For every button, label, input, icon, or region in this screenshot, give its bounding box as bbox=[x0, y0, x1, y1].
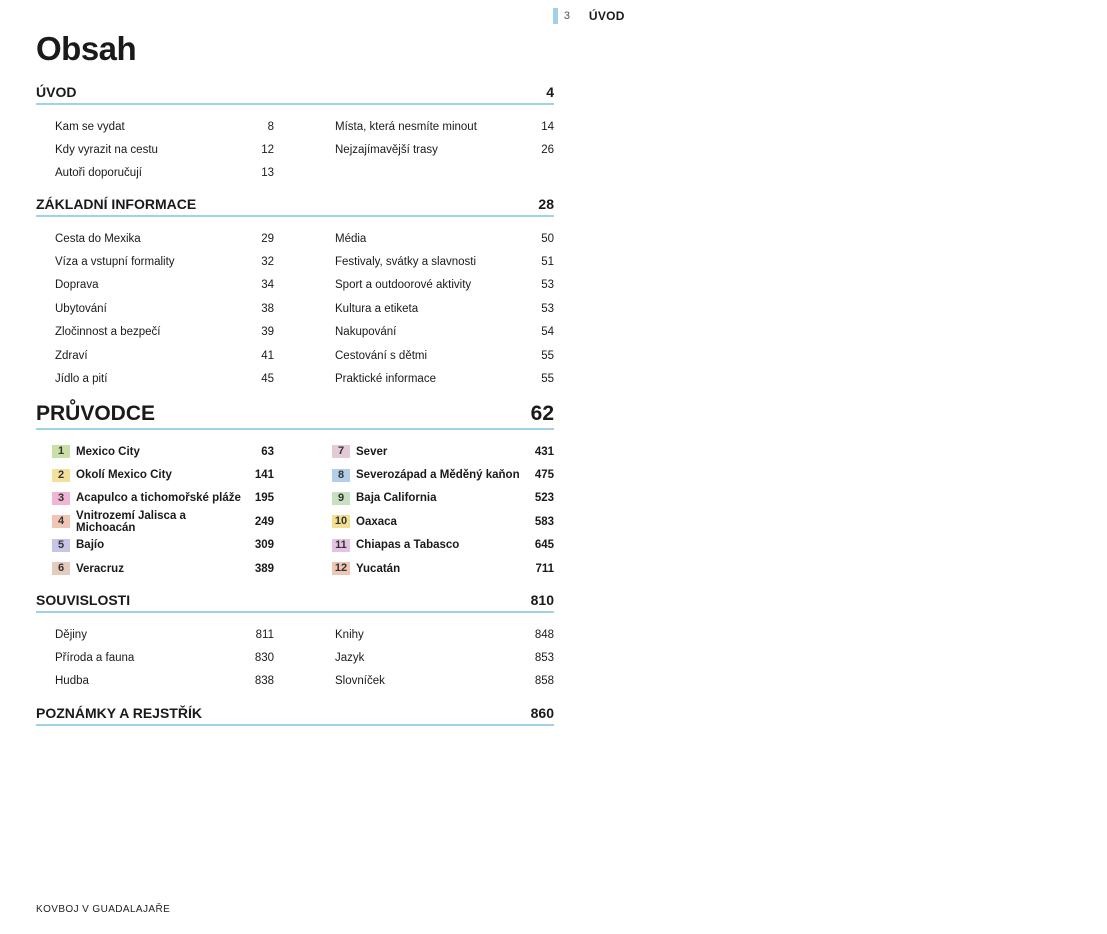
chapter-label: Veracruz bbox=[76, 562, 124, 575]
toc-entry-page: 830 bbox=[254, 652, 274, 665]
chapter-entry[interactable] bbox=[36, 440, 274, 463]
chapter-page: 389 bbox=[254, 562, 274, 575]
toc-entry[interactable] bbox=[36, 227, 274, 250]
toc-entry-page: 13 bbox=[261, 167, 274, 180]
toc-entry-label: Knihy bbox=[335, 628, 364, 641]
toc-entry[interactable] bbox=[316, 250, 554, 273]
toc-entry-page: 38 bbox=[261, 302, 274, 315]
toc-entry-label: Hudba bbox=[55, 675, 89, 688]
footer-caption: KOVBOJ V GUADALAJAŘE bbox=[36, 904, 171, 915]
chapter-entry[interactable] bbox=[316, 534, 554, 557]
toc-entry-page: 8 bbox=[267, 120, 274, 133]
toc-entry-page: 53 bbox=[541, 279, 554, 292]
toc-entry-page: 34 bbox=[261, 279, 274, 292]
toc-entry[interactable] bbox=[316, 138, 554, 161]
toc-entry[interactable] bbox=[316, 297, 554, 320]
section-uvod-header[interactable] bbox=[36, 84, 554, 105]
chapter-number-badge: 3 bbox=[52, 492, 70, 505]
toc-entry[interactable] bbox=[36, 162, 274, 185]
toc-entry-page: 55 bbox=[541, 373, 554, 386]
section-souvislosti-left bbox=[36, 623, 274, 693]
section-zakladni-title: ZÁKLADNÍ INFORMACE bbox=[36, 196, 197, 212]
chapter-label: Bajío bbox=[76, 539, 105, 552]
chapter-label: Mexico City bbox=[76, 445, 140, 458]
toc-entry-page: 53 bbox=[541, 302, 554, 315]
chapter-number-badge: 9 bbox=[332, 492, 350, 505]
section-uvod-left bbox=[36, 115, 274, 185]
chapter-entry[interactable] bbox=[316, 463, 554, 486]
section-zakladni-right bbox=[316, 227, 554, 391]
toc-entry-page: 51 bbox=[541, 256, 554, 269]
chapter-label: Okolí Mexico City bbox=[76, 469, 172, 482]
toc-entry[interactable] bbox=[316, 321, 554, 344]
running-head-section: ÚVOD bbox=[588, 9, 625, 23]
chapter-number-badge: 6 bbox=[52, 562, 70, 575]
toc-entry[interactable] bbox=[36, 115, 274, 138]
toc-entry-label: Sport a outdoorové aktivity bbox=[335, 279, 472, 292]
section-zakladni-header[interactable] bbox=[36, 196, 554, 217]
chapter-page: 431 bbox=[534, 445, 554, 458]
chapter-number-badge: 2 bbox=[52, 469, 70, 482]
toc-entry[interactable] bbox=[36, 274, 274, 297]
section-uvod bbox=[36, 84, 554, 185]
chapter-label: Acapulco a tichomořské pláže bbox=[76, 492, 241, 505]
chapter-entry[interactable] bbox=[316, 510, 554, 533]
toc-entry[interactable] bbox=[316, 227, 554, 250]
section-pruvodce-header[interactable] bbox=[36, 402, 554, 430]
toc-entry-page: 55 bbox=[541, 349, 554, 362]
toc-entry-label: Doprava bbox=[55, 279, 99, 292]
section-pruvodce-left bbox=[36, 440, 274, 580]
toc-entry-label: Cesta do Mexika bbox=[55, 232, 141, 245]
chapter-number-badge: 11 bbox=[332, 539, 350, 552]
toc-entry-label: Víza a vstupní formality bbox=[55, 256, 175, 269]
page-number: 3 bbox=[563, 10, 570, 22]
toc-entry-label: Ubytování bbox=[55, 302, 107, 315]
chapter-entry[interactable] bbox=[36, 557, 274, 580]
toc-entry-label: Nejzajímavější trasy bbox=[335, 144, 438, 157]
chapter-number-badge: 5 bbox=[52, 539, 70, 552]
chapter-entry[interactable] bbox=[36, 534, 274, 557]
toc-entry-label: Festivaly, svátky a slavnosti bbox=[335, 256, 477, 269]
section-zakladni-left bbox=[36, 227, 274, 391]
toc-entry-label: Cestování s dětmi bbox=[335, 349, 428, 362]
chapter-entry[interactable] bbox=[316, 487, 554, 510]
chapter-entry[interactable] bbox=[316, 557, 554, 580]
toc-entry-label: Příroda a fauna bbox=[55, 652, 135, 665]
toc-entry[interactable] bbox=[36, 321, 274, 344]
chapter-page: 711 bbox=[535, 562, 554, 575]
section-souvislosti-header[interactable] bbox=[36, 592, 554, 613]
toc-entry-page: 45 bbox=[261, 373, 274, 386]
chapter-page: 141 bbox=[254, 469, 274, 482]
toc-entry-page: 853 bbox=[534, 652, 554, 665]
chapter-label: Oaxaca bbox=[356, 515, 397, 528]
toc-entry-page: 26 bbox=[541, 144, 554, 157]
section-souvislosti-right bbox=[316, 623, 554, 693]
toc-entry-label: Dějiny bbox=[55, 628, 87, 641]
section-pruvodce-page: 62 bbox=[530, 402, 554, 425]
chapter-label: Baja California bbox=[356, 492, 437, 505]
section-uvod-page: 4 bbox=[546, 84, 554, 100]
toc-entry-page: 54 bbox=[541, 326, 554, 339]
toc-entry-page: 39 bbox=[261, 326, 274, 339]
toc-entry-page: 858 bbox=[534, 675, 554, 688]
chapter-label: Sever bbox=[356, 445, 388, 458]
chapter-number-badge: 12 bbox=[332, 562, 350, 575]
toc-entry-page: 838 bbox=[254, 675, 274, 688]
section-pruvodce bbox=[36, 402, 554, 580]
chapter-entry[interactable] bbox=[316, 440, 554, 463]
chapter-entry[interactable] bbox=[36, 463, 274, 486]
toc-entry-label: Zdraví bbox=[55, 349, 88, 362]
chapter-page: 645 bbox=[534, 539, 554, 552]
chapter-entry[interactable] bbox=[36, 510, 274, 533]
toc-entry-label: Místa, která nesmíte minout bbox=[335, 120, 477, 133]
section-poznamky-title: POZNÁMKY A REJSTŘÍK bbox=[36, 705, 202, 721]
chapter-page: 309 bbox=[254, 539, 274, 552]
chapter-page: 475 bbox=[534, 469, 554, 482]
toc-entry[interactable] bbox=[36, 138, 274, 161]
toc-entry-page: 32 bbox=[261, 256, 274, 269]
chapter-label: Chiapas a Tabasco bbox=[356, 539, 460, 552]
chapter-label: Yucatán bbox=[356, 562, 401, 575]
toc-entry-label: Jídlo a pití bbox=[55, 373, 108, 386]
toc-entry-label: Zločinnost a bezpečí bbox=[55, 326, 161, 339]
toc-entry-page: 41 bbox=[261, 349, 274, 362]
toc-entry-page: 811 bbox=[255, 628, 274, 641]
toc-entry[interactable] bbox=[36, 367, 274, 390]
toc-entry-label: Slovníček bbox=[335, 675, 385, 688]
chapter-number-badge: 8 bbox=[332, 469, 350, 482]
running-head-bar bbox=[553, 8, 558, 24]
toc-entry-page: 29 bbox=[261, 232, 274, 245]
section-zakladni bbox=[36, 196, 554, 391]
chapter-page: 195 bbox=[254, 492, 274, 505]
chapter-entry[interactable] bbox=[36, 487, 274, 510]
section-poznamky bbox=[36, 705, 554, 726]
section-zakladni-page: 28 bbox=[538, 196, 554, 212]
section-poznamky-header[interactable] bbox=[36, 705, 554, 726]
section-uvod-title: ÚVOD bbox=[36, 84, 77, 100]
toc-entry[interactable] bbox=[36, 297, 274, 320]
toc-entry[interactable] bbox=[36, 670, 274, 693]
section-souvislosti bbox=[36, 592, 554, 693]
toc-entry-label: Kam se vydat bbox=[55, 120, 125, 133]
section-pruvodce-title: PRŮVODCE bbox=[36, 402, 156, 425]
toc-entry-label: Praktické informace bbox=[335, 373, 436, 386]
section-pruvodce-right bbox=[316, 440, 554, 580]
toc-entry-label: Jazyk bbox=[335, 652, 365, 665]
toc-entry[interactable] bbox=[316, 274, 554, 297]
chapter-number-badge: 10 bbox=[332, 515, 350, 528]
toc-entry-label: Autoři doporučují bbox=[55, 167, 142, 180]
toc-entry-label: Kdy vyrazit na cestu bbox=[55, 144, 158, 157]
toc-entry[interactable] bbox=[36, 344, 274, 367]
chapter-page: 63 bbox=[261, 445, 274, 458]
toc-entry[interactable] bbox=[36, 623, 274, 646]
toc-entry-label: Média bbox=[335, 232, 367, 245]
toc-entry-page: 12 bbox=[261, 144, 274, 157]
toc-entry-page: 14 bbox=[541, 120, 554, 133]
page-title: Obsah bbox=[36, 30, 137, 67]
chapter-number-badge: 1 bbox=[52, 445, 70, 458]
toc-entry[interactable] bbox=[316, 646, 554, 669]
toc-entry[interactable] bbox=[36, 250, 274, 273]
toc-entry[interactable] bbox=[316, 344, 554, 367]
section-souvislosti-page: 810 bbox=[530, 592, 554, 608]
toc-entry[interactable] bbox=[316, 367, 554, 390]
toc-entry-page: 50 bbox=[541, 232, 554, 245]
running-head bbox=[553, 8, 625, 24]
toc-entry-label: Kultura a etiketa bbox=[335, 302, 419, 315]
section-poznamky-page: 860 bbox=[530, 705, 554, 721]
section-souvislosti-title: SOUVISLOSTI bbox=[36, 592, 131, 608]
toc-entry[interactable] bbox=[316, 670, 554, 693]
chapter-label: Vnitrozemí Jalisca a Michoacán bbox=[76, 509, 186, 534]
toc-entry-label: Nakupování bbox=[335, 326, 397, 339]
toc-entry[interactable] bbox=[316, 115, 554, 138]
chapter-page: 249 bbox=[254, 515, 274, 528]
chapter-number-badge: 7 bbox=[332, 445, 350, 458]
section-uvod-right bbox=[316, 115, 554, 185]
chapter-page: 583 bbox=[534, 515, 554, 528]
chapter-label: Severozápad a Měděný kaňon bbox=[356, 469, 520, 482]
toc-entry[interactable] bbox=[36, 646, 274, 669]
chapter-page: 523 bbox=[534, 492, 554, 505]
toc-entry[interactable] bbox=[316, 623, 554, 646]
toc-entry-page: 848 bbox=[534, 628, 554, 641]
chapter-number-badge: 4 bbox=[52, 515, 70, 528]
